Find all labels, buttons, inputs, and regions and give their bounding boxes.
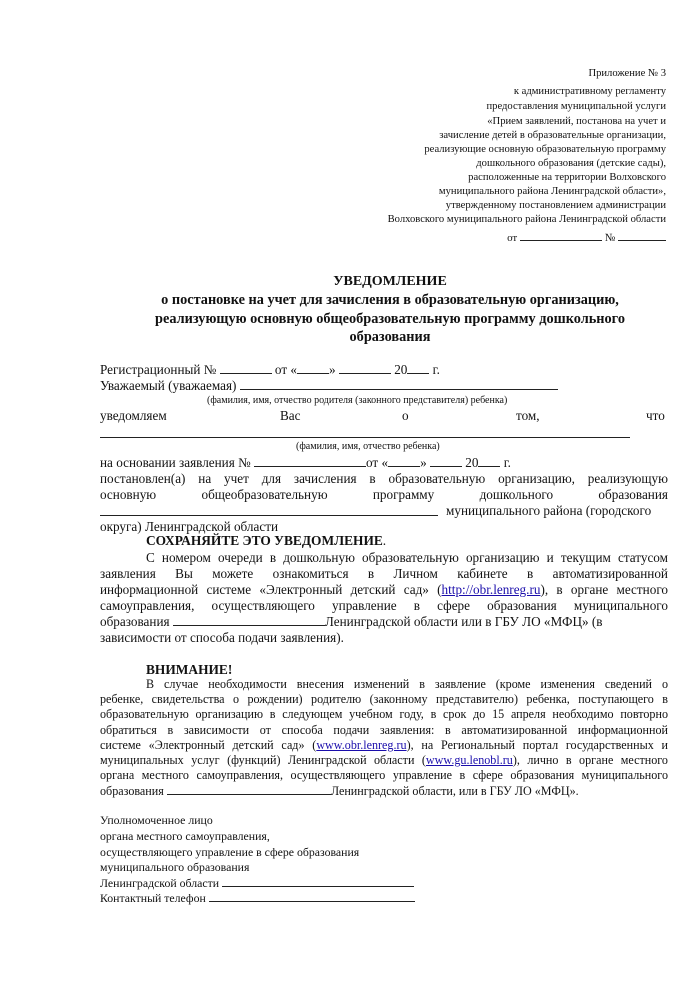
paragraph-line: зависимости от способа подачи заявления). <box>100 630 344 645</box>
keep-notice-text: СОХРАНЯЙТЕ ЭТО УВЕДОМЛЕНИЕ <box>146 533 383 548</box>
notify-word: Вас <box>280 408 301 423</box>
organization-blank[interactable] <box>100 515 438 516</box>
attention-line: органа местного самоуправления, осуществляющего управление в сфере образования муниципального <box>100 768 668 782</box>
year-suffix: г. <box>432 362 440 377</box>
day-blank[interactable] <box>297 362 329 374</box>
attention-heading: ВНИМАНИЕ! <box>146 662 233 677</box>
header-line: утвержденному постановлением администрации <box>445 200 666 211</box>
paragraph-line: заявления Вы можете ознакомиться в Личном кабинете в автоматизированной <box>100 566 668 581</box>
placed-line: основную общеобразовательную программу дошкольного образования <box>100 487 668 502</box>
attention-line: ребенке, свидетельства о рождении) родителю (законному представителю) ребенка, поступающего в <box>100 692 668 706</box>
paragraph-line <box>100 614 602 630</box>
header-line: зачисление детей в образовательные организации, <box>439 130 666 141</box>
notify-word: о <box>402 408 409 423</box>
paragraph-text: образования <box>100 614 170 629</box>
basis-label: на основании заявления № <box>100 455 251 470</box>
signature-line: органа местного самоуправления, <box>100 829 270 843</box>
header-line: Волховского муниципального района Ленинградской области <box>387 214 666 225</box>
reg-number-blank[interactable] <box>220 362 272 374</box>
attention-text: системе «Электронный детский сад» ( <box>100 738 317 752</box>
parent-name-blank[interactable] <box>240 378 558 390</box>
header-line: предоставления муниципальной услуги <box>486 101 666 112</box>
attention-line-with-link <box>100 753 668 769</box>
attention-line-with-link <box>100 738 668 754</box>
year-blank[interactable] <box>407 362 429 374</box>
title-line: реализующую основную общеобразовательную программу дошкольного <box>155 311 625 327</box>
placed-line: округа) Ленинградской области <box>100 519 279 534</box>
attention-text: муниципальных услуг (функций) Ленинградской области ( <box>100 753 426 767</box>
signature-line: муниципального образования <box>100 860 250 874</box>
paragraph-text: информационной системе «Электронный детский сад» ( <box>100 582 442 597</box>
title-line: о постановке на учет для зачисления в образовательную организацию, <box>161 292 619 308</box>
attention-text: ), лично в органе местного <box>512 753 668 767</box>
application-number-blank[interactable] <box>254 455 366 467</box>
attention-line <box>100 783 579 799</box>
placed-line-suffix: муниципального района (городского <box>446 503 652 518</box>
caption-child: (фамилия, имя, отчество ребенка) <box>296 441 440 452</box>
attention-text: образования <box>100 784 164 798</box>
attention-line: образовательную организацию в следующем учебном году, в срок до 15 апреля необходимо повторно <box>100 707 668 721</box>
year-label: 20 <box>465 455 479 470</box>
paragraph-line: С номером очереди в дошкольную образовательную организацию и текущим статусом <box>146 550 668 565</box>
keep-notice <box>146 533 386 549</box>
child-name-blank[interactable] <box>100 437 630 438</box>
placed-line: постановлен(а) на учет для зачисления в образовательную организацию, реализующую <box>100 471 668 486</box>
year-label: 20 <box>394 362 408 377</box>
paragraph-text: ), в органе местного <box>540 582 668 597</box>
caption-parent: (фамилия, имя, отчество родителя (законного представителя) ребенка) <box>207 395 508 406</box>
signature-text: Контактный телефон <box>100 891 206 905</box>
document-title: УВЕДОМЛЕНИЕ <box>333 274 447 289</box>
signature-text: Ленинградской области <box>100 876 220 890</box>
day-blank[interactable] <box>388 455 420 467</box>
month-blank[interactable] <box>430 455 462 467</box>
from-label: от « <box>365 455 389 470</box>
obr-link[interactable]: www.obr.lenreg.ru <box>316 738 407 752</box>
year-suffix: г. <box>503 455 511 470</box>
quote-close: » <box>329 362 336 377</box>
appendix-label: Приложение № 3 <box>588 68 666 79</box>
attention-text: ), на Региональный портал государственных и <box>406 738 668 752</box>
from-label: от « <box>274 362 297 377</box>
signature-line: Уполномоченное лицо <box>100 813 213 827</box>
signature-line <box>100 875 414 891</box>
attention-line: обратиться в зависимости от способа подачи заявления: в автоматизированной информационной <box>100 723 668 737</box>
gu-link[interactable]: www.gu.lenobl.ru <box>425 753 513 767</box>
header-line: муниципального района Ленинградской области», <box>438 186 666 197</box>
keep-notice-dot: . <box>382 533 387 548</box>
registration-line <box>100 362 440 378</box>
basis-line <box>100 455 511 471</box>
paragraph-line-with-link <box>100 582 668 598</box>
phone-blank[interactable] <box>209 890 415 902</box>
attention-text: Ленинградской области, или в ГБУ ЛО «МФЦ». <box>330 784 579 798</box>
month-blank[interactable] <box>339 362 391 374</box>
header-number-label: № <box>604 232 616 244</box>
title-line: образования <box>349 329 431 345</box>
dear-line <box>100 378 558 394</box>
dear-label: Уважаемый (уважаемая) <box>100 378 237 393</box>
signature-line <box>100 890 415 906</box>
reg-label: Регистрационный № <box>100 362 217 377</box>
attention-line: В случае необходимости внесения изменений в заявление (кроме изменения сведений о <box>146 677 668 691</box>
paragraph-text: Ленинградской области или в ГБУ ЛО «МФЦ» (в <box>324 614 603 629</box>
date-blank[interactable] <box>520 229 602 241</box>
quote-close: » <box>420 455 427 470</box>
header-line: к административному регламенту <box>513 86 666 97</box>
header-line: расположенные на территории Волховского <box>468 172 666 183</box>
year-blank[interactable] <box>478 455 500 467</box>
header-line: «Прием заявлений, постанова на учет и <box>487 116 666 127</box>
official-name-blank[interactable] <box>222 875 414 887</box>
number-blank[interactable] <box>618 229 666 241</box>
header-line: реализующие основную образовательную программу <box>424 144 666 155</box>
paragraph-line: самоуправления, осуществляющего управление в сфере образования муниципального <box>100 598 668 613</box>
signature-line: осуществляющего управление в сфере образования <box>100 845 360 859</box>
obr-link[interactable]: http://obr.lenreg.ru <box>441 582 541 597</box>
notify-word: что <box>646 408 665 423</box>
header-date-line <box>507 229 666 244</box>
municipality-blank[interactable] <box>167 783 331 795</box>
municipality-blank[interactable] <box>173 614 325 626</box>
header-line: дошкольного образования (детские сады), <box>476 158 666 169</box>
notify-word: том, <box>516 408 540 423</box>
notify-word: уведомляем <box>100 408 167 423</box>
header-from-label: от <box>507 232 518 244</box>
